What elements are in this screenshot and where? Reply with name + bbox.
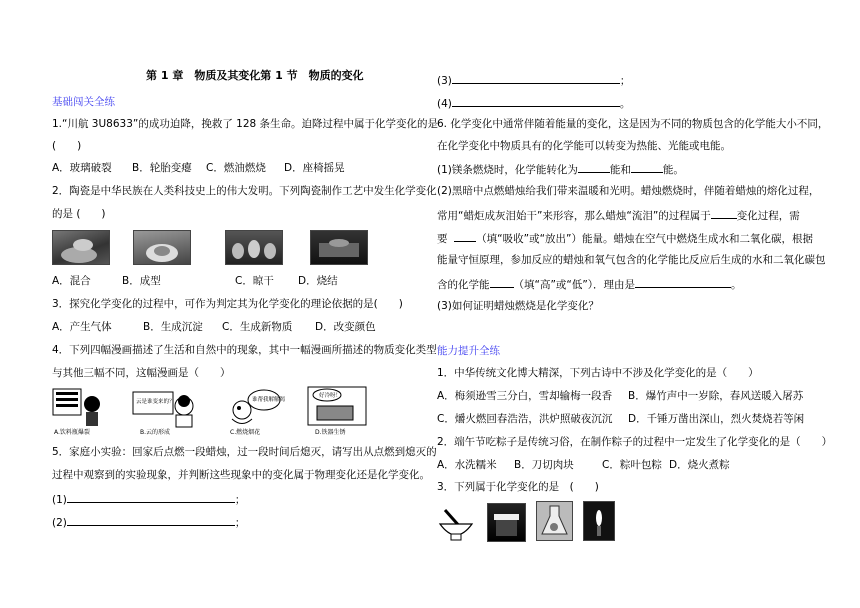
q2-option-b: B．成型	[122, 275, 161, 287]
cartoon-d-bubble: 好冷呀！	[319, 393, 342, 399]
section-advanced: 能力提升全练	[437, 345, 500, 357]
q5-blank-2-semicolon: ；	[234, 517, 246, 529]
q1-option-c: C．燃油燃烧	[206, 162, 266, 174]
q6-part-2-line-1: (2)黑暗中点燃蜡烛给我们带来温暖和光明。蜡烛燃烧时，伴随着蜡烛的熔化过程，	[437, 185, 820, 197]
q5-blank-3-label: (3)	[437, 75, 452, 87]
q5-blank-4[interactable]	[437, 95, 630, 111]
q5-blank-3-semicolon: ；	[619, 75, 631, 87]
q4-stem-2: 与其他三幅不同，这幅漫画是（ ）	[52, 367, 231, 379]
q2-option-d: D．烧结	[298, 275, 338, 287]
mortar-pestle-image	[437, 506, 475, 542]
cartoon-b-image	[132, 388, 198, 436]
q2-stem-2: 的是 ( )	[52, 208, 106, 220]
q5-blank-4-line[interactable]	[452, 95, 620, 107]
q6-part-2-blank-b[interactable]	[454, 230, 476, 242]
cartoon-c-bubble: 谁帮我解解渴	[252, 397, 286, 403]
q6-stem-2: 在化学变化中物质具有的化学能可以转变为热能、光能或电能。	[437, 140, 731, 152]
r3-stem: 3．下列属于化学变化的是 ( )	[437, 481, 599, 493]
q5-blank-3-line[interactable]	[452, 72, 620, 84]
q3-option-c: C．生成新物质	[222, 321, 293, 333]
r1-option-b: B．爆竹声中一岁除，春风送暖入屠苏	[628, 390, 804, 402]
q3-option-b: B．生成沉淀	[143, 321, 203, 333]
r2-stem: 2．端午节吃粽子是传统习俗，在制作粽子的过程中一定发生了化学变化的是（ ）	[437, 436, 833, 448]
q6-part-1-text: (1)镁条燃烧时，化学能转化为	[437, 164, 578, 176]
q6-part-2-line-3	[437, 230, 813, 246]
q6-part-2-text-f: （填“高”或“低”）．理由是	[513, 279, 636, 291]
q2-option-c: C．晾干	[235, 275, 274, 287]
r1-option-a: A．梅须逊雪三分白，雪却输梅一段香	[437, 390, 613, 402]
q6-part-2-text-c: 要	[437, 233, 448, 245]
glowing-bulb-image	[487, 503, 526, 542]
pottery-shaping-image	[133, 230, 191, 265]
q6-part-1-text-b: 能和	[609, 164, 631, 176]
q6-part-2-text-e: 含的化学能	[437, 279, 490, 291]
cartoon-a-image	[52, 388, 108, 436]
q6-part-1-blank-b[interactable]	[631, 161, 663, 173]
section-basic: 基础闯关全练	[52, 96, 115, 108]
q5-stem-2: 过程中观察到的实验现象，并判断这些现象中的变化属于物理变化还是化学变化。	[52, 469, 430, 481]
q6-part-1-blank-a[interactable]	[578, 161, 610, 173]
r2-option-c: C．粽叶包粽	[602, 459, 662, 471]
q5-blank-3[interactable]	[437, 72, 630, 88]
r1-option-c: C．爝火燃回春浩浩，洪炉照破夜沉沉	[437, 413, 613, 425]
q5-stem: 5．家庭小实验：回家后点燃一段蜡烛，过一段时间后熄灭，请写出从点燃到熄灭的	[52, 446, 437, 458]
cartoon-c-image	[226, 386, 286, 436]
q6-part-2-blank-c[interactable]	[490, 276, 514, 288]
q5-blank-2-label: (2)	[52, 517, 67, 529]
pottery-firing-image	[310, 230, 368, 265]
q1-option-b: B．轮胎变瘪	[132, 162, 192, 174]
q2-option-a: A．混合	[52, 275, 91, 287]
q5-blank-2-line[interactable]	[67, 514, 235, 526]
q6-part-1	[437, 161, 684, 177]
r1-option-d: D．千锤万凿出深山，烈火焚烧若等闲	[628, 413, 805, 425]
q6-stem: 6. 化学变化中通常伴随着能量的变化，这是因为不同的物质包含的化学能大小不同，	[437, 118, 829, 130]
q6-part-2-text-b: 变化过程，需	[736, 210, 800, 222]
cartoon-d-caption: D.铁器生锈	[315, 429, 346, 436]
q4-stem: 4．下列四幅漫画描述了生活和自然中的现象，其中一幅漫画所描述的物质变化类型	[52, 344, 437, 356]
q5-blank-4-period: 。	[619, 98, 631, 110]
q6-part-2-blank-a[interactable]	[711, 207, 737, 219]
q1-paren: ( )	[52, 140, 82, 152]
q3-option-d: D．改变颜色	[315, 321, 376, 333]
cartoon-d-image	[307, 386, 369, 436]
q5-blank-2[interactable]	[52, 514, 245, 530]
q6-part-2-text-d: （填“吸收”或“放出”）能量。蜡烛在空气中燃烧生成水和二氧化碳，根据	[476, 233, 813, 245]
q6-part-2-period: 。	[731, 279, 742, 291]
flask-crystals-image	[536, 501, 573, 541]
q5-blank-1[interactable]	[52, 491, 245, 507]
cartoon-c-caption: C.燃烧烟花	[230, 429, 261, 436]
q1-stem: 1.“川航 3U8633”的成功迫降，挽救了 128 条生命。迫降过程中属于化学变化的是	[52, 118, 439, 130]
q6-part-2-line-4: 能量守恒原理，参加反应的蜡烛和氧气包含的化学能比反应后生成的水和二氧化碳包	[437, 254, 826, 266]
q5-blank-4-label: (4)	[437, 98, 452, 110]
q3-stem: 3．探究化学变化的过程中，可作为判定其为化学变化的理论依据的是( )	[52, 298, 403, 310]
q2-stem: 2．陶瓷是中华民族在人类科技史上的伟大发明。下列陶瓷制作工艺中发生化学变化	[52, 185, 437, 197]
q1-option-d: D．座椅摇晃	[284, 162, 345, 174]
q5-blank-1-semicolon: ；	[234, 494, 246, 506]
pottery-mixing-image	[52, 230, 110, 265]
q6-part-1-text-c: 能。	[662, 164, 684, 176]
q6-part-2-line-5	[437, 276, 742, 292]
r2-option-d: D．烧火煮粽	[669, 459, 730, 471]
q6-part-2-text: 常用“蜡炬成灰泪始干”来形容，那么蜡烛“流泪”的过程属于	[437, 210, 711, 222]
r2-option-a: A．水洗糯米	[437, 459, 497, 471]
r1-stem: 1．中华传统文化博大精深，下列古诗中不涉及化学变化的是（ ）	[437, 367, 759, 379]
q6-part-3: (3)如何证明蜡烛燃烧是化学变化？	[437, 300, 599, 312]
r2-option-b: B．刀切肉块	[514, 459, 574, 471]
cartoon-a-caption: A.饮料瓶爆裂	[54, 429, 90, 436]
q5-blank-1-line[interactable]	[67, 491, 235, 503]
page-title: 第 1 章 物质及其变化第 1 节 物质的变化	[146, 69, 364, 82]
q5-blank-1-label: (1)	[52, 494, 67, 506]
pottery-drying-image	[225, 230, 283, 265]
q6-part-2-line-2	[437, 207, 800, 223]
q6-part-2-blank-d[interactable]	[635, 276, 731, 288]
q1-option-a: A．玻璃破裂	[52, 162, 112, 174]
q3-option-a: A．产生气体	[52, 321, 112, 333]
cartoon-b-bubble: 云是谁变来的？	[136, 399, 175, 405]
candle-flame-image	[583, 501, 615, 541]
cartoon-b-caption: B.云的形成	[140, 429, 171, 436]
